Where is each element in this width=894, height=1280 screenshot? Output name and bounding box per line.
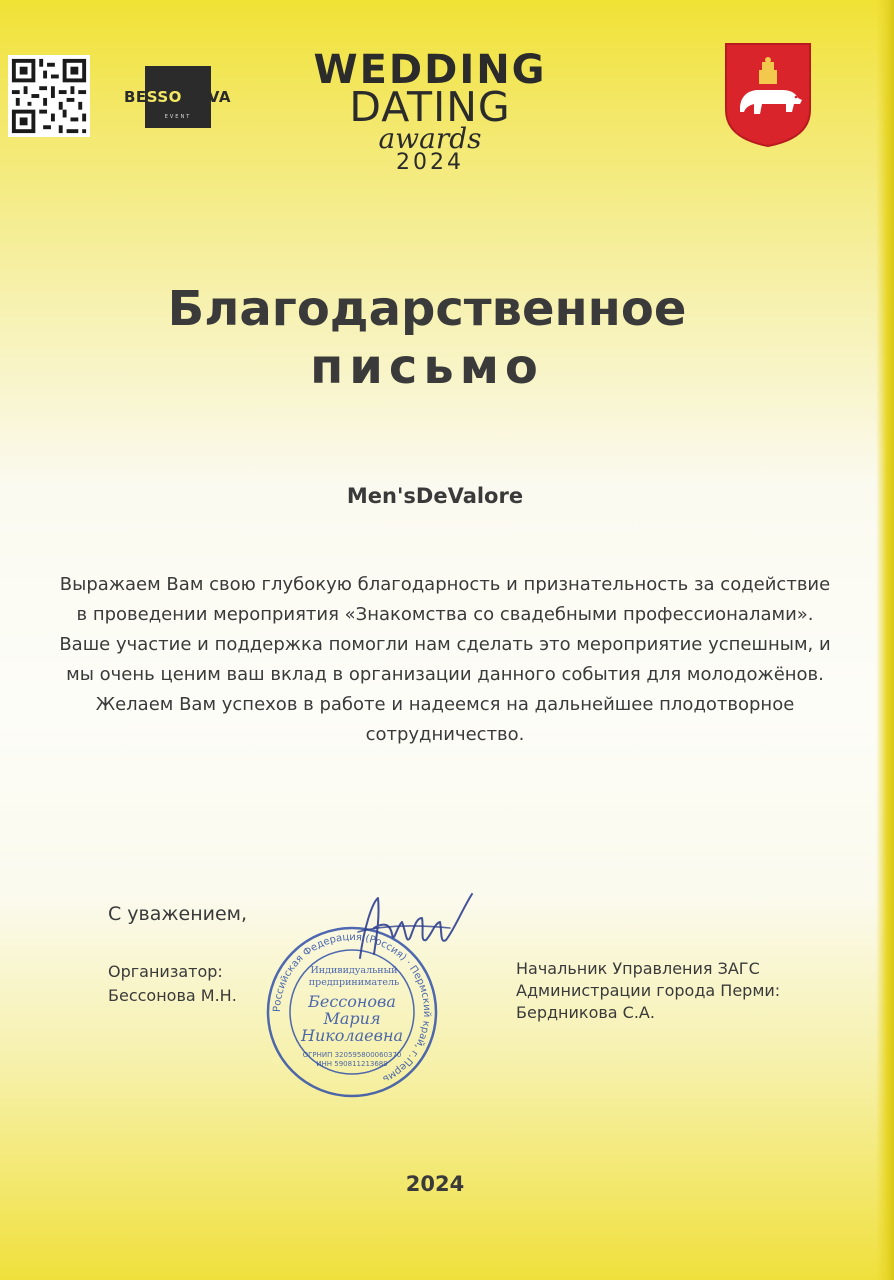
stamp-ogrnip: ОГРНИП 320595800060370 <box>302 1051 402 1059</box>
stamp-ring-text: Российская Федерация (Россия) · Пермский край, г.Пермь <box>271 931 433 1085</box>
logo-subtext: EVENT <box>164 114 192 120</box>
event-logo-line1: WEDDING <box>313 47 547 93</box>
letter-body: Выражаем Вам свою глубокую благодарность и признательность за содействие в проведении мероприятия «Знакомства со свадебными профессионалами». Ваше участие и поддержка помогли нам сделать это мероприятие успешным, и мы очень ценим ваш вклад в организации данного события для молодожёнов. Желаем Вам успехов в работе и надеемся на дальнейшее плодотворное сотрудничество. <box>59 574 831 745</box>
event-logo-year: 2024 <box>396 150 464 175</box>
recipient-name: Men'sDeValore <box>346 484 524 508</box>
stamp-inn: ИНН 590811213689 <box>316 1060 388 1068</box>
stamp-name2: Мария <box>323 1009 381 1028</box>
organizer-block <box>108 960 237 1008</box>
organizer-label: Организатор: <box>108 962 223 981</box>
organizer-name: Бессонова М.Н. <box>108 986 237 1005</box>
zags-name: Бердникова С.А. <box>516 1003 655 1022</box>
event-logo-line2: DATING <box>349 83 511 131</box>
coat-of-arms-icon <box>722 40 814 150</box>
zags-block <box>516 958 780 1024</box>
signature-icon <box>350 888 480 968</box>
title-line2: письмо <box>310 339 544 395</box>
bessonova-logo <box>115 66 240 128</box>
regards-text: С уважением, <box>108 903 248 925</box>
qr-code-icon <box>8 55 90 137</box>
event-logo-line3: awards <box>378 122 482 155</box>
stamp-line2: предприниматель <box>308 977 400 988</box>
frame-edge <box>876 0 894 1280</box>
document-title <box>0 280 854 396</box>
stamp-name1: Бессонова <box>308 992 396 1011</box>
zags-title-line1: Начальник Управления ЗАГС <box>516 959 760 978</box>
stamp-name3: Николаевна <box>300 1026 404 1045</box>
footer-year: 2024 <box>405 1172 465 1196</box>
stamp-line1: Индивидуальный <box>310 965 398 976</box>
event-logo <box>280 47 580 200</box>
zags-title-line2: Администрации города Перми: <box>516 981 781 1000</box>
title-line1: Благодарственное <box>167 281 687 337</box>
logo-text: BESSONOVA <box>124 88 231 106</box>
